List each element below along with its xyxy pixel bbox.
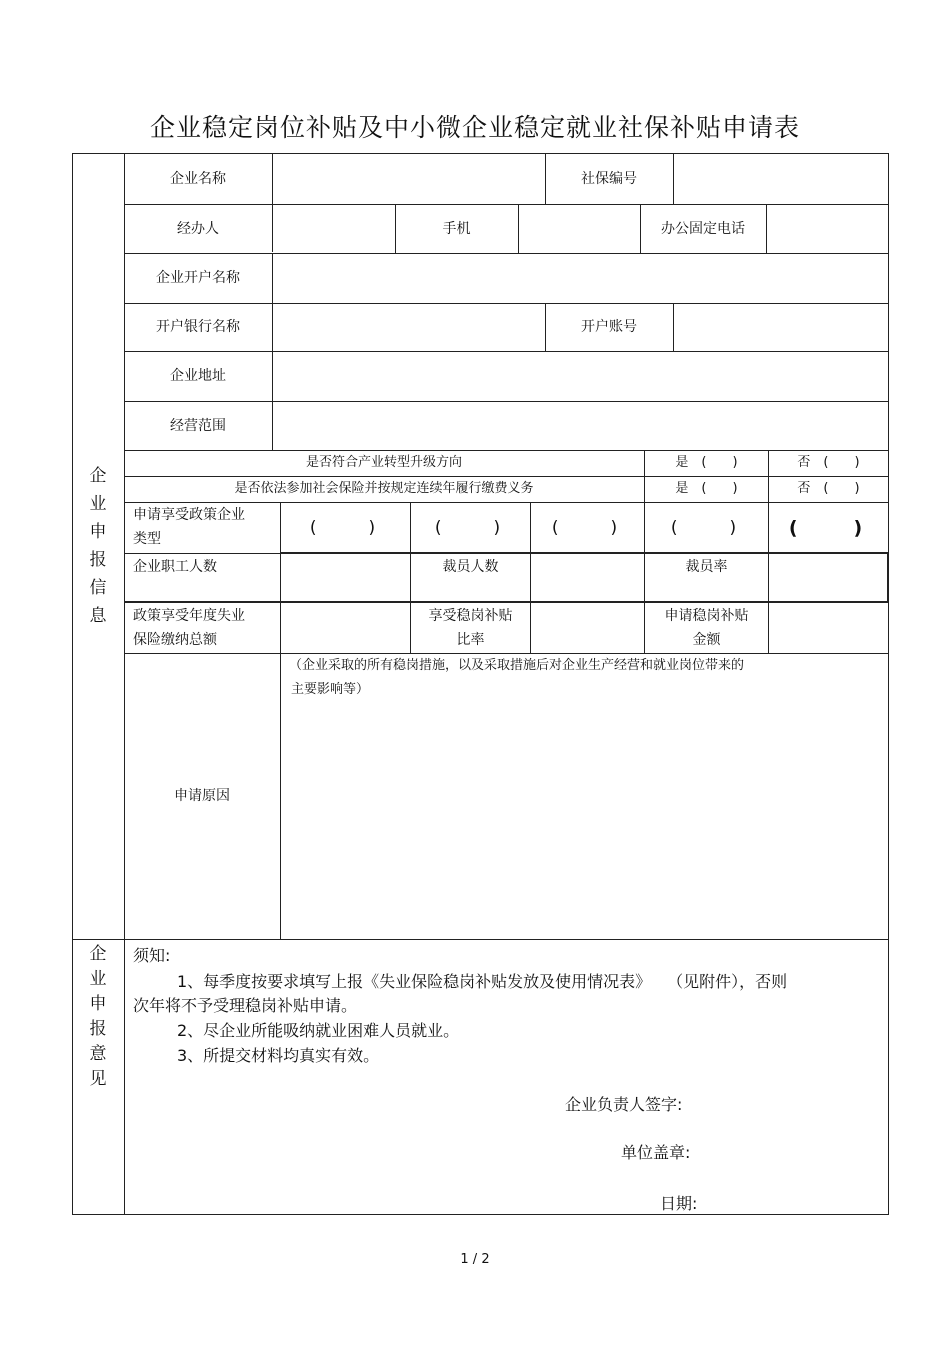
address-field[interactable] xyxy=(273,352,887,401)
industry-question: 是否符合产业转型升级方向 xyxy=(305,455,462,470)
bank-name-field[interactable] xyxy=(273,304,544,351)
subsidy-amount-field[interactable] xyxy=(769,604,888,653)
notice-item-1: 1、每季度按要求填写上报《失业保险稳岗补贴发放及使用情况表》 （见附件），否则 次年将不予受理稳岗补贴申请。 xyxy=(133,972,788,1015)
page-number: 1 / 2 xyxy=(460,1252,490,1267)
policy-type-option-5[interactable]: ( ) xyxy=(788,516,869,539)
notice-heading: 须知: xyxy=(133,946,171,965)
reason-label: 申请原因 xyxy=(174,788,230,804)
social-security-no-field[interactable] xyxy=(674,154,887,204)
signature-label[interactable]: 企业负责人签字: xyxy=(565,1095,683,1114)
handler-field[interactable] xyxy=(273,205,394,253)
address-label: 企业地址 xyxy=(170,368,226,384)
policy-type-option-2[interactable]: ( ) xyxy=(434,517,507,538)
insurance-question: 是否依法参加社会保险并按规定连续年履行缴费义务 xyxy=(234,481,534,496)
social-security-no-label: 社保编号 xyxy=(581,170,637,187)
policy-type-option-4[interactable]: ( ) xyxy=(670,517,743,538)
layoff-rate-label: 裁员率 xyxy=(685,559,728,575)
account-name-field[interactable] xyxy=(273,254,887,303)
policy-type-option-1[interactable]: ( ) xyxy=(309,517,382,538)
insurance-yes-option[interactable]: 是 ( ) xyxy=(675,481,738,496)
company-name-field[interactable] xyxy=(273,154,544,204)
office-phone-field[interactable] xyxy=(767,205,887,253)
employee-count-label: 企业职工人数 xyxy=(133,559,217,575)
layoff-rate-field[interactable] xyxy=(769,554,886,601)
insurance-total-field[interactable] xyxy=(281,604,410,653)
subsidy-amount-label: 申请稳岗补贴 金额 xyxy=(664,608,749,648)
policy-type-option-3[interactable]: ( ) xyxy=(551,517,624,538)
notice-item-2: 2、尽企业所能吸纳就业困难人员就业。 xyxy=(177,1021,460,1040)
mobile-field[interactable] xyxy=(519,205,639,253)
employee-count-field[interactable] xyxy=(281,554,410,601)
industry-yes-option[interactable]: 是 ( ) xyxy=(675,455,738,470)
bank-name-label: 开户银行名称 xyxy=(156,319,240,335)
policy-type-label: 申请享受政策企业 类型 xyxy=(133,507,245,547)
insurance-no-option[interactable]: 否 ( ) xyxy=(797,481,860,496)
subsidy-ratio-field[interactable] xyxy=(531,604,644,653)
account-no-label: 开户账号 xyxy=(581,319,637,335)
page-title: 企业稳定岗位补贴及中小微企业稳定就业社保补贴申请表 xyxy=(149,113,800,142)
handler-label: 经办人 xyxy=(177,220,219,237)
industry-no-option[interactable]: 否 ( ) xyxy=(797,455,860,470)
reason-field[interactable] xyxy=(281,654,887,939)
subsidy-ratio-label: 享受稳岗补贴 比率 xyxy=(428,608,513,648)
reason-hint: （企业采取的所有稳岗措施，以及采取措施后对企业生产经营和就业岗位带来的 主要影响等） xyxy=(289,658,745,697)
account-name-label: 企业开户名称 xyxy=(156,270,240,286)
date-label[interactable]: 日期: xyxy=(660,1194,698,1213)
side-label-opinion: 企 业 申 报 意 见 xyxy=(89,944,107,1089)
insurance-total-label: 政策享受年度失业 保险缴纳总额 xyxy=(133,608,245,648)
business-scope-field[interactable] xyxy=(273,402,887,450)
mobile-label: 手机 xyxy=(442,220,471,237)
layoff-count-label: 裁员人数 xyxy=(442,559,499,575)
account-no-field[interactable] xyxy=(674,304,887,351)
seal-label[interactable]: 单位盖章: xyxy=(621,1143,691,1162)
layoff-count-field[interactable] xyxy=(531,554,644,601)
side-label-info: 企 业 申 报 信 息 xyxy=(89,466,107,626)
business-scope-label: 经营范围 xyxy=(170,417,226,434)
company-name-label: 企业名称 xyxy=(170,170,226,187)
office-phone-label: 办公固定电话 xyxy=(661,220,745,237)
notice-item-3: 3、所提交材料均真实有效。 xyxy=(177,1046,380,1065)
